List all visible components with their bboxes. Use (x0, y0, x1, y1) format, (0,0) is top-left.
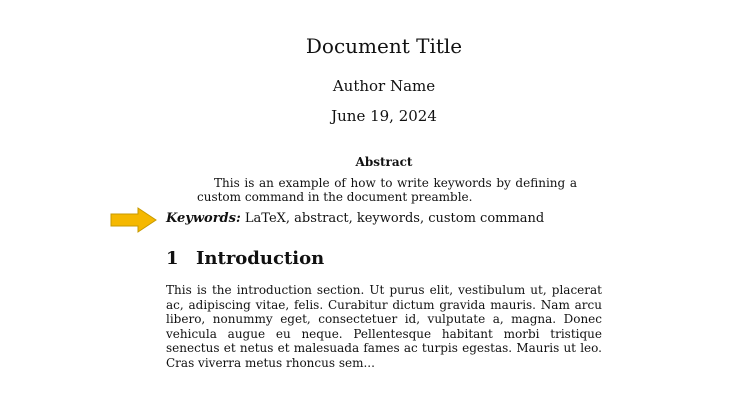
abstract-text: This is an example of how to write keywords by defining a custom command in the document preamble. (197, 176, 577, 204)
keywords-label: Keywords: (166, 211, 241, 226)
document-title: Document Title (305, 34, 463, 58)
keywords-values: LaTeX, abstract, keywords, custom command (244, 211, 545, 226)
keywords-line (166, 211, 544, 226)
abstract-heading: Abstract (355, 155, 413, 169)
section-number: 1 (166, 248, 179, 269)
section-body: This is the introduction section. Ut purus elit, vestibulum ut, placerat ac, adipiscing vitae, felis. Curabitur dictum gravida mauris. Nam arcu libero, nonummy eget, consectetuer id, vulputate a, magna. Donec vehicula augue eu neque. Pellentesque habitant morbi tristique senectus et netus et malesuada fames ac turpis egestas. Mauris ut leo. Cras viverra metus rhoncus sem... (166, 283, 602, 370)
abstract-body (197, 176, 577, 204)
arrow-right-icon (110, 207, 158, 233)
section-heading (166, 248, 324, 269)
document-author: Author Name (332, 77, 436, 95)
document-date: June 19, 2024 (331, 107, 437, 125)
section-title: Introduction (196, 248, 325, 269)
